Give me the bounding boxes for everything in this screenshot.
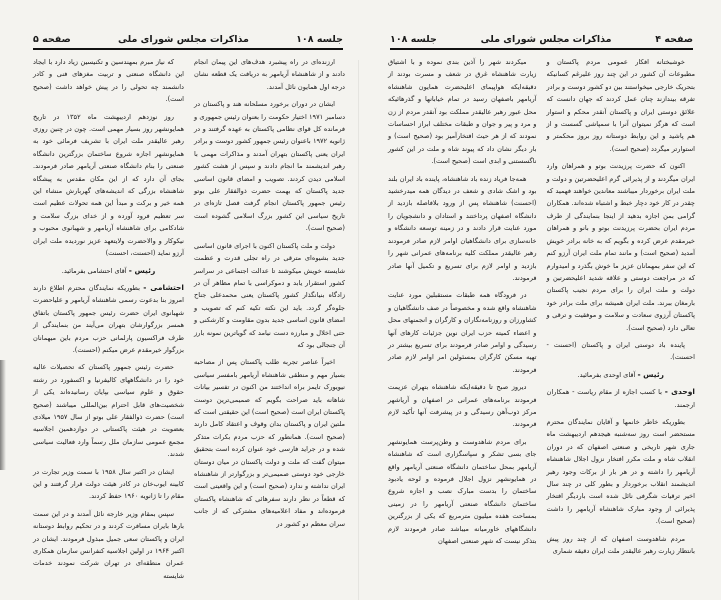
paragraph: میکردند شهر را آذین بندی نموده و با اشتیاق زیارت شاهنشاه غرق در شعف و مسرت بودند از دقیقه‌ایکه هواپیمای اعلیحضرت همایون شاهنشاه آریامهر باصفهان رسید در تمام خیابانها و گذرهائیکه محل عبور رهبر عالیقدر مملکت بود آنقدر مردم از زن و مرد و پیر و جوان و طبقات مختلف ابراز احساسات نمودند که از هر حیث افتخارآمیز بود (صحیح است) و بار دیگر نشان داد که پیوند شاه و ملت در این کشور ناگسستنی و ابدی است (صحیح است). (388, 58, 537, 166)
paragraph: ارزنده‌ای در راه پیشبرد هدف‌های این پیمان انجام دادند و از شاهنشاه آریامهر به دریافت یک قطعه نشان درجه اول همایون نائل آمدند. (194, 58, 345, 91)
column-right (194, 56, 345, 587)
paragraph: که نیاز مبرم بمهندسین و تکنیسین زیاد دارد با ایجاد این دانشگاه صنعتی و تربیت مغزهای فنی و کادر دانشمند چه تحولی را در پیش خواهد داشت (صحیح است). (33, 58, 184, 104)
paragraph: روز نوزدهم اردیبهشت ماه ۱۳۵۲ در تاریخ همایونشهر روز بسیار مهمی است. چون در چنین روزی رهبر عالیقدر ملت ایران با تشریف فرمائی خود به همایونشهر اجازه شروع ساختمان بزرگترین دانشگاه صنعتی را بنام دانشگاه صنعتی آریامهر صادر فرمودند. بجای آن دارد که از این مکان مقدس به پیشگاه شاهنشاه بزرگی که اندیشه‌های گهربارش منشاء این همه خیر و برکت و مبدأ این همه تحولات عظیم است سر تعظیم فرود آورده و از خدای بزرگ سلامت و شادکامی برای شاهنشاه آریامهر و شهبانوی محبوب و نیکوکار و والاحضرت ولایتعهد عزیز نوردیده ملت ایران آرزو نماید (احسنت، احسنت) (33, 112, 184, 258)
paragraph: حضرت رئیس جمهور پاکستان که تحصیلات عالیه خود را در دانشگاههای کالیفرنیا و اکسفورد در رشته حقوق و علوم سیاسی بپایان رسانیده‌اند یکی از شخصیت‌های قابل احترام بین‌المللی میباشند (صحیح است) حضرت ذوالفقار علی بوتو از سال ۱۹۵۷ میلادی بعضویت در هیئت پاکستانی در دوازدهمین اجلاسیه مجمع عمومی سازمان ملل رسماً وارد فعالیت سیاسی شدند. (33, 363, 185, 459)
speaker-turn (33, 265, 184, 277)
header-page-number: صفحه ۴ (655, 34, 693, 45)
speaker-text: با کسب اجازه از مقام ریاست - همکاران ارجمند. (546, 388, 695, 409)
paragraph: ایشان در اکتبر سال ۱۹۵۸ با سمت وزیر تجارت در کابینه ایوب‌خان در کادر هیئت دولت قرار گرفتند و این مقام را تا ژانویه ۱۹۶۰ حفظ کردند. (33, 467, 184, 501)
paragraph: بطوریکه خاطر خانمها و آقایان نمایندگان محترم مستحضر است روز سه‌شنبه هیجدهم اردیبهشت ماه جاری شهر تاریخی و صنعتی اصفهان که در دوران انقلاب شاه و ملت مکرر افتخار نزول اجلال شاهنشاه آریامهر را داشته و در هر بار از برکات وجود رهبر اندیشمند انقلاب برخوردار و بطور کلی در چند سال اخیر ترقیات شگرفی نائل شده است باردیگر افتخار پذیرائی از وجود مبارک شاهنشاه آریامهر را داشت (صحیح است). (546, 417, 695, 526)
header-rule (33, 48, 343, 50)
page-4 (360, 0, 721, 599)
header-page-number: صفحه ۵ (33, 34, 71, 45)
speaker-turn (33, 282, 184, 356)
paragraph: ایشان در دوران برخورد مسلحانه هند و پاکستان در دسامبر ۱۹۷۱ اختیار حکومت را بعنوان رئیس جمهوری و فرمانده کل قوای نظامی پاکستان به عهده گرفتند و در ژانویه ۱۹۷۲ باعنوان رئیس جمهور کشور دوست و برادر ایران یعنی پاکستان بتهران آمدند و مذاکرات مهمی با رهبر اندیشمند ما انجام دادند و سپس از هشت کشور اسلامی دیدن کردند. تصویب و امضای قانون اساسی جدید پاکستان که بهمت حضرت ذوالفقار علی بوتو رئیس جمهور پاکستان انجام گرفت فصل تازه‌ای در تاریخ سیاسی این کشور بزرگ اسلامی گشوده است (صحیح است). (194, 100, 346, 233)
text-columns (33, 56, 345, 587)
paragraph: پاینده باد دوستی ایران و پاکستان (احسنت - احسنت). (546, 340, 695, 362)
paragraph: مردم شاهدوست اصفهان که از چند روز پیش بانتظار زیارت رهبر عالیقدر ملت ایران دقیقه شماری (546, 534, 695, 556)
speaker-text: بطوریکه نمایندگان محترم اطلاع دارند امروز بنا بدعوت رسمی شاهنشاه آریامهر و علیاحضرت شهبانوی ایران حضرت رئیس جمهور پاکستان باتفاق همسر بزرگوارشان بتهران می‌آیند من بنمایندگی از طرف فراکسیون پارلمانی حزب مردم باین میهمانان بزرگوار خیرمقدم عرض میکنم (احسنت). (33, 283, 184, 354)
speaker-text: آقای اوحدی بفرمائید. (577, 370, 636, 379)
paragraph: دیروز صبح تا دقیقه‌ایکه شاهنشاه بتهران عزیمت فرمودند برنامه‌های عمرانی در اصفهان و آریاشهر مرکز ذوب‌آهن رسیدگی و در پیشرفت آنها تأکید لازم فرمودند. (388, 383, 537, 429)
speaker-name: رئیس - (637, 369, 664, 379)
paragraph: دولت و ملت پاکستان اکنون با اجرای قانون اساسی جدید بشیوه‌ای مترقی در راه تجلی قدرت و عظمت شایسته خویش میکوشند تا عدالت اجتماعی در سراسر کشور استقرار یابد و دموکراسی با تمام مظاهر آن در زادگاه بنیانگذار کشور پاکستان یعنی محمدعلی جناح جلوه‌گر گردد. باید این نکته تکیه کنم که تصویب و امضای قانون اساسی جدید بدون مقاومت و کارشکنی و حتی اخلال و مبارزه دست نیامد که گویاترین نمونه بارز آن جنجالی بود که (194, 241, 345, 349)
header-session: جلسه ۱۰۸ (296, 34, 343, 45)
header-session: جلسه ۱۰۸ (390, 34, 437, 45)
column-left (388, 56, 537, 562)
paragraph: در فرودگاه همه طبقات مستقبلین مورد عنایت شاهنشاه واقع شده و مخصوصاً در صف دانشگاهیان و کشاورزان و روزنامه‌نگاران و کارگران و انجمنهای محل و اعضاء کمیته حزب ایران نوین جزئیات کارهای آنها رسیدگی و اوامر صادر فرمودند برای تسریع بیشتر در تهیه مسکن کارگران بمسئولین امر اوامر لازم صادر فرمودند. (388, 291, 537, 374)
header-title: مذاکرات مجلس شورای ملی (117, 34, 249, 45)
text-columns (388, 56, 695, 562)
header-rule (390, 48, 693, 50)
paragraph: همه‌جا فریاد زنده باد شاهنشاه، پاینده باد ایران بلند بود و اشک شادی و شعف در دیدگان همه میدرخشید (احسنت) شاهنشاه پس از ورود بلافاصله بازدید از دانشگاه اصفهان پرداختند و استادان و دانشجویان را مورد عنایت قرار دادند و در زمینه توسعه دانشگاه و خانه‌سازی برای دانشگاهیان اوامر لازم صادر فرمودند رهبر عالیقدر مملکت کلیه برنامه‌های عمرانی شهر را بازدید و اوامر لازم برای تسریع و تکمیل آنها صادر فرمودند. (388, 174, 537, 282)
speaker-turn (547, 386, 696, 411)
speaker-text: آقای احتشامی بفرمائید. (61, 266, 127, 275)
paragraph: سپس بمقام وزیر خارجه نائل آمدند و در این سمت بارها بایران مسافرت کردند و در تحکیم روابط دوستانه ایران و پاکستان سعی جمیل مبذول فرمودند. ایشان در اکتبر ۱۹۶۴ در اولین اجلاسیه کنفرانس سازمان همکاری عمران منطقه‌ای در تهران شرکت نمودند خدمات شایسته (33, 509, 184, 580)
speaker-name: احتشامی - (143, 282, 184, 292)
header-title: مذاکرات مجلس شورای ملی (480, 34, 612, 45)
page-header (390, 33, 693, 47)
page-5 (0, 0, 360, 599)
paragraph: خوشبختانه افکار عمومی مردم پاکستان و مطبوعات آن کشور در این چند روز علیرغم کسانیکه بتحریک خارجی میخواستند بین دو کشور دوست و برادر تفرقه بیندازند چنان عمل کردند که جهان دانست که علائق دوستی ایران و پاکستان آنقدر محکم و استوار است که هرگز نمیتوان آنرا با سمپاشی گسست و از هم پاشید و این روابط دوستانه روز بروز محکمتر و استوارتر میگردد (صحیح است). (546, 58, 695, 153)
page-header (33, 33, 343, 47)
paragraph: برای مردم شاهدوست و وطن‌پرست همایونشهر جای بسی تشکر و سپاسگزاری است که شاهنشاه آریامهر بمحل ساختمان دانشگاه صنعتی آریامهر واقع در همایونشهر نزول اجلال فرموده و لوحه یادبود ساختمان را بدست مبارک نصب و اجازه شروع ساختمان دانشگاه صنعتی آریامهر را در زمینی بمساحت هفده میلیون مترمربع که یکی از بزرگترین دانشگاههای خاورمیانه میباشد صادر فرمودند لازم بتذکر نیست که شهر صنعتی اصفهان (388, 437, 537, 546)
speaker-name: اوحدی - (664, 387, 695, 397)
speaker-turn (547, 369, 696, 381)
speaker-name: رئیس - (128, 265, 156, 275)
column-left (33, 56, 184, 587)
column-right (547, 56, 696, 562)
paragraph: اکنون که حضرت پرزیدنت بوتو و همراهان وارد ایران میگردند و از پذیرائی گرم اعلیحضرتین و دولت و ملت ایران برخوردار میباشند معاندین خواهند فهمید که چقدر در کار خود دچار خبط و اشتباه شده‌اند. همکاران گرامی بمن اجازه بدهید از اینجا بنمایندگی از طرف مردم ایران بحضرت پرزیدنت بوتو و بانو و همراهان خیرمقدم عرض کرده و بگویم که به خانه برادر خویش آمدید (صحیح است) و مانند تمام ملت ایران آرزو کنم که این سفر بمهمانان عزیز ما خوش بگذرد و امیدوارم که در مراجعت دوستی و علاقه شدید اعلیحضرتین و دولت و ملت ایران را برای مردم نجیب پاکستان بارمغان ببرند. ملت ایران همیشه برای ملت برادر خود پاکستان آرزوی سعادت و سلامت و موفقیت و ترقی و تعالی دارد (صحیح است). (546, 162, 695, 332)
paragraph: اخیراً عناصر تجربه طلب پاکستان پس از مصاحبه بسیار مهم و منطقی شاهنشاه آریامهر بامفسر سیاسی نیویورک تایمز براه انداختند من اکنون در تفسیر بیانات شاهانه باید صراحت بگویم که صمیمی‌ترین دوست پاکستان ایران است (صحیح است) این حقیقتی است که ملتین ایران و پاکستان بدان وقوف و اعتقاد کامل دارند (صحیح است). همانطور که حزب مردم بکرات متذکر شده و در جراید فارسی خود عنوان کرده است بتحقیق میتوان گفت که ملت و دولت پاکستان در میان دوستان خارجی خود دوستی صمیمی‌تر و بزرگوارتر از شاهنشاه ایران نداشته و ندارد (صحیح است) و این واقعیتی است که قطعاً در نظر دارند سفرهائی که شاهنشاه پاکستان فرموده‌اند و مفاد اعلامیه‌های مشترکی که از جانب سران معظم دو کشور در (194, 358, 345, 528)
